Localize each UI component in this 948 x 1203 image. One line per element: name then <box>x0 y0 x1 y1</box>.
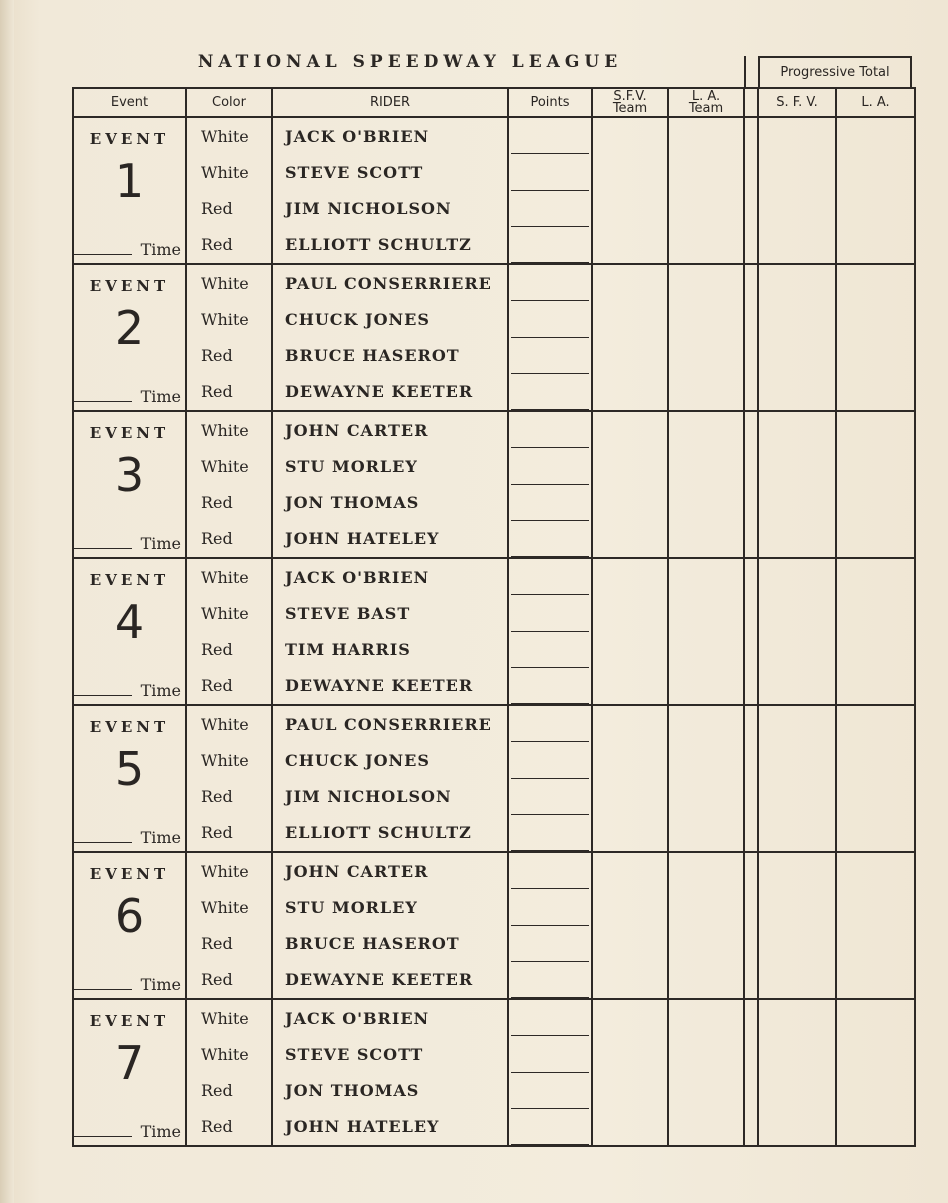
points-entry-line[interactable] <box>511 191 589 227</box>
page-binding-edge <box>0 0 14 1203</box>
event-cell <box>73 852 186 999</box>
rider-name: STEVE BAST <box>285 603 411 623</box>
la-total-cell[interactable] <box>836 999 915 1146</box>
gap-cell <box>744 264 758 411</box>
points-entry-line[interactable] <box>511 412 589 448</box>
rider-color: White <box>201 162 249 182</box>
points-entry-line[interactable] <box>511 227 589 263</box>
sfv-team-cell[interactable] <box>592 999 668 1146</box>
points-entry-line[interactable] <box>511 706 589 742</box>
sfv-team-cell[interactable] <box>592 705 668 852</box>
header-points: Points <box>508 88 592 117</box>
event-row-6 <box>73 852 915 999</box>
color-cell <box>186 705 272 852</box>
header-sfv-team-line1: S.F.V. <box>613 88 647 104</box>
time-entry-line[interactable] <box>74 842 132 843</box>
event-label: EVENT <box>89 718 170 736</box>
points-entry-line[interactable] <box>511 338 589 374</box>
sfv-total-cell[interactable] <box>758 558 836 705</box>
header-la-team-line1: L. A. <box>691 88 721 104</box>
color-cell <box>186 999 272 1146</box>
rider-name: BRUCE HASEROT <box>285 346 460 366</box>
time-entry-line[interactable] <box>74 695 132 696</box>
event-label: EVENT <box>89 277 170 295</box>
rider-color: White <box>201 309 249 329</box>
event-cell <box>73 411 186 558</box>
rider-color: Red <box>201 640 233 660</box>
event-number: 6 <box>114 889 145 943</box>
sfv-team-cell[interactable] <box>592 558 668 705</box>
points-cell <box>508 999 592 1146</box>
points-entry-line[interactable] <box>511 889 589 925</box>
event-number: 4 <box>114 595 145 649</box>
points-entry-line[interactable] <box>511 301 589 337</box>
la-team-cell[interactable] <box>668 705 744 852</box>
rider-color: Red <box>201 235 233 255</box>
time-label: Time <box>140 387 181 406</box>
rider-color: Red <box>201 1117 233 1137</box>
points-entry-line[interactable] <box>511 559 589 595</box>
rider-name: JOHN CARTER <box>285 420 429 440</box>
rider-name: TIM HARRIS <box>285 640 411 660</box>
sfv-team-cell[interactable] <box>592 852 668 999</box>
event-time-field[interactable] <box>74 386 183 406</box>
rider-color: Red <box>201 934 233 954</box>
section-divider-top <box>744 56 746 89</box>
time-label: Time <box>140 534 181 553</box>
rider-cell <box>272 117 508 264</box>
event-label: EVENT <box>89 424 170 442</box>
rider-color: Red <box>201 199 233 219</box>
rider-color: White <box>201 750 249 770</box>
event-number: 2 <box>114 301 145 355</box>
rider-color: White <box>201 861 249 881</box>
progressive-total-header: Progressive Total <box>758 56 912 87</box>
rider-name: JOHN HATELEY <box>285 529 440 549</box>
time-label: Time <box>140 1122 181 1141</box>
color-cell <box>186 264 272 411</box>
rider-name: JON THOMAS <box>285 493 420 513</box>
rider-name: STEVE SCOTT <box>285 162 424 182</box>
rider-color: Red <box>201 823 233 843</box>
rider-name: JOHN HATELEY <box>285 1117 440 1137</box>
rider-color: White <box>201 714 249 734</box>
points-entry-line[interactable] <box>511 1000 589 1036</box>
time-entry-line[interactable] <box>74 401 132 402</box>
points-entry-line[interactable] <box>511 962 589 998</box>
event-cell <box>73 264 186 411</box>
time-label: Time <box>140 828 181 847</box>
points-entry-line[interactable] <box>511 853 589 889</box>
rider-color: Red <box>201 346 233 366</box>
rider-name: DEWAYNE KEETER <box>285 970 474 990</box>
sfv-total-cell[interactable] <box>758 705 836 852</box>
time-entry-line[interactable] <box>74 254 132 255</box>
event-number: 1 <box>114 154 145 208</box>
rider-name: STU MORLEY <box>285 456 418 476</box>
sfv-team-cell[interactable] <box>592 117 668 264</box>
points-entry-line[interactable] <box>511 926 589 962</box>
gap-cell <box>744 852 758 999</box>
points-entry-line[interactable] <box>511 815 589 851</box>
points-cell <box>508 852 592 999</box>
rider-cell <box>272 558 508 705</box>
points-entry-line[interactable] <box>511 265 589 301</box>
score-sheet-table <box>72 87 916 1147</box>
rider-color: Red <box>201 676 233 696</box>
points-entry-line[interactable] <box>511 742 589 778</box>
color-cell <box>186 558 272 705</box>
la-total-cell[interactable] <box>836 117 915 264</box>
gap-cell <box>744 999 758 1146</box>
rider-name: BRUCE HASEROT <box>285 934 460 954</box>
la-total-cell[interactable] <box>836 264 915 411</box>
event-row-3 <box>73 411 915 558</box>
points-entry-line[interactable] <box>511 374 589 410</box>
event-number: 3 <box>114 448 145 502</box>
la-team-cell[interactable] <box>668 852 744 999</box>
header-gap <box>744 88 758 117</box>
rider-color: White <box>201 1044 249 1064</box>
rider-color: White <box>201 126 249 146</box>
rider-name: JON THOMAS <box>285 1081 420 1101</box>
points-entry-line[interactable] <box>511 485 589 521</box>
rider-color: White <box>201 567 249 587</box>
header-event: Event <box>73 88 186 117</box>
color-cell <box>186 117 272 264</box>
gap-cell <box>744 558 758 705</box>
header-color: Color <box>186 88 272 117</box>
sfv-team-cell[interactable] <box>592 264 668 411</box>
sfv-total-cell[interactable] <box>758 999 836 1146</box>
event-time-field[interactable] <box>74 1121 183 1141</box>
rider-color: Red <box>201 493 233 513</box>
points-entry-line[interactable] <box>511 1109 589 1145</box>
event-cell <box>73 999 186 1146</box>
rider-color: White <box>201 897 249 917</box>
header-sfv-team-line2: Team <box>612 100 648 116</box>
rider-name: JACK O'BRIEN <box>285 126 430 146</box>
points-cell <box>508 558 592 705</box>
event-row-4 <box>73 558 915 705</box>
points-entry-line[interactable] <box>511 1036 589 1072</box>
event-cell <box>73 558 186 705</box>
color-cell <box>186 411 272 558</box>
header-sfv-total: S. F. V. <box>758 88 836 117</box>
event-row-2 <box>73 264 915 411</box>
event-row-7 <box>73 999 915 1146</box>
event-cell <box>73 117 186 264</box>
gap-cell <box>744 411 758 558</box>
rider-name: JACK O'BRIEN <box>285 1008 430 1028</box>
rider-name: STEVE SCOTT <box>285 1044 424 1064</box>
rider-name: JIM NICHOLSON <box>285 787 452 807</box>
header-la-team <box>668 88 744 117</box>
event-label: EVENT <box>89 865 170 883</box>
sfv-total-cell[interactable] <box>758 264 836 411</box>
la-team-cell[interactable] <box>668 264 744 411</box>
la-team-cell[interactable] <box>668 999 744 1146</box>
rider-cell <box>272 411 508 558</box>
event-cell <box>73 705 186 852</box>
points-entry-line[interactable] <box>511 595 589 631</box>
rider-name: PAUL CONSERRIERE <box>285 273 492 293</box>
points-entry-line[interactable] <box>511 154 589 190</box>
event-time-field[interactable] <box>74 680 183 700</box>
time-entry-line[interactable] <box>74 1136 132 1137</box>
rider-name: CHUCK JONES <box>285 309 430 329</box>
points-cell <box>508 411 592 558</box>
event-time-field[interactable] <box>74 974 183 994</box>
rider-cell <box>272 999 508 1146</box>
la-total-cell[interactable] <box>836 411 915 558</box>
time-label: Time <box>140 975 181 994</box>
points-entry-line[interactable] <box>511 779 589 815</box>
gap-cell <box>744 117 758 264</box>
event-time-field[interactable] <box>74 239 183 259</box>
la-total-cell[interactable] <box>836 852 915 999</box>
rider-name: DEWAYNE KEETER <box>285 382 474 402</box>
points-entry-line[interactable] <box>511 118 589 154</box>
sfv-total-cell[interactable] <box>758 852 836 999</box>
event-label: EVENT <box>89 571 170 589</box>
points-entry-line[interactable] <box>511 632 589 668</box>
header-sfv-team <box>592 88 668 117</box>
header-rider: RIDER <box>272 88 508 117</box>
la-team-cell[interactable] <box>668 558 744 705</box>
rider-color: White <box>201 1008 249 1028</box>
la-total-cell[interactable] <box>836 705 915 852</box>
points-entry-line[interactable] <box>511 668 589 704</box>
rider-name: DEWAYNE KEETER <box>285 676 474 696</box>
la-team-cell[interactable] <box>668 411 744 558</box>
rider-cell <box>272 852 508 999</box>
rider-name: ELLIOTT SCHULTZ <box>285 823 472 843</box>
event-time-field[interactable] <box>74 827 183 847</box>
rider-name: ELLIOTT SCHULTZ <box>285 235 472 255</box>
rider-color: White <box>201 456 249 476</box>
points-cell <box>508 705 592 852</box>
points-cell <box>508 264 592 411</box>
points-entry-line[interactable] <box>511 1073 589 1109</box>
time-label: Time <box>140 240 181 259</box>
la-total-cell[interactable] <box>836 558 915 705</box>
header-row <box>73 88 915 117</box>
points-entry-line[interactable] <box>511 521 589 557</box>
rider-color: Red <box>201 787 233 807</box>
rider-color: White <box>201 273 249 293</box>
rider-name: PAUL CONSERRIERE <box>285 714 492 734</box>
rider-cell <box>272 705 508 852</box>
rider-color: Red <box>201 1081 233 1101</box>
page-title: NATIONAL SPEEDWAY LEAGUE <box>197 52 623 72</box>
rider-name: CHUCK JONES <box>285 750 430 770</box>
rider-cell <box>272 264 508 411</box>
points-entry-line[interactable] <box>511 448 589 484</box>
header-la-total: L. A. <box>836 88 915 117</box>
color-cell <box>186 852 272 999</box>
sfv-total-cell[interactable] <box>758 411 836 558</box>
points-cell <box>508 117 592 264</box>
event-row-5 <box>73 705 915 852</box>
event-number: 7 <box>114 1036 145 1090</box>
rider-name: JOHN CARTER <box>285 861 429 881</box>
event-number: 5 <box>114 742 145 796</box>
rider-color: White <box>201 420 249 440</box>
time-entry-line[interactable] <box>74 989 132 990</box>
rider-color: White <box>201 603 249 623</box>
event-label: EVENT <box>89 1012 170 1030</box>
rider-name: JIM NICHOLSON <box>285 199 452 219</box>
header-la-team-line2: Team <box>688 100 724 116</box>
sfv-total-cell[interactable] <box>758 117 836 264</box>
rider-name: STU MORLEY <box>285 897 418 917</box>
event-row-1 <box>73 117 915 264</box>
time-label: Time <box>140 681 181 700</box>
event-time-field[interactable] <box>74 533 183 553</box>
rider-color: Red <box>201 382 233 402</box>
rider-color: Red <box>201 970 233 990</box>
events-body <box>73 117 915 1146</box>
sfv-team-cell[interactable] <box>592 411 668 558</box>
time-entry-line[interactable] <box>74 548 132 549</box>
rider-color: Red <box>201 529 233 549</box>
event-label: EVENT <box>89 130 170 148</box>
gap-cell <box>744 705 758 852</box>
rider-name: JACK O'BRIEN <box>285 567 430 587</box>
la-team-cell[interactable] <box>668 117 744 264</box>
